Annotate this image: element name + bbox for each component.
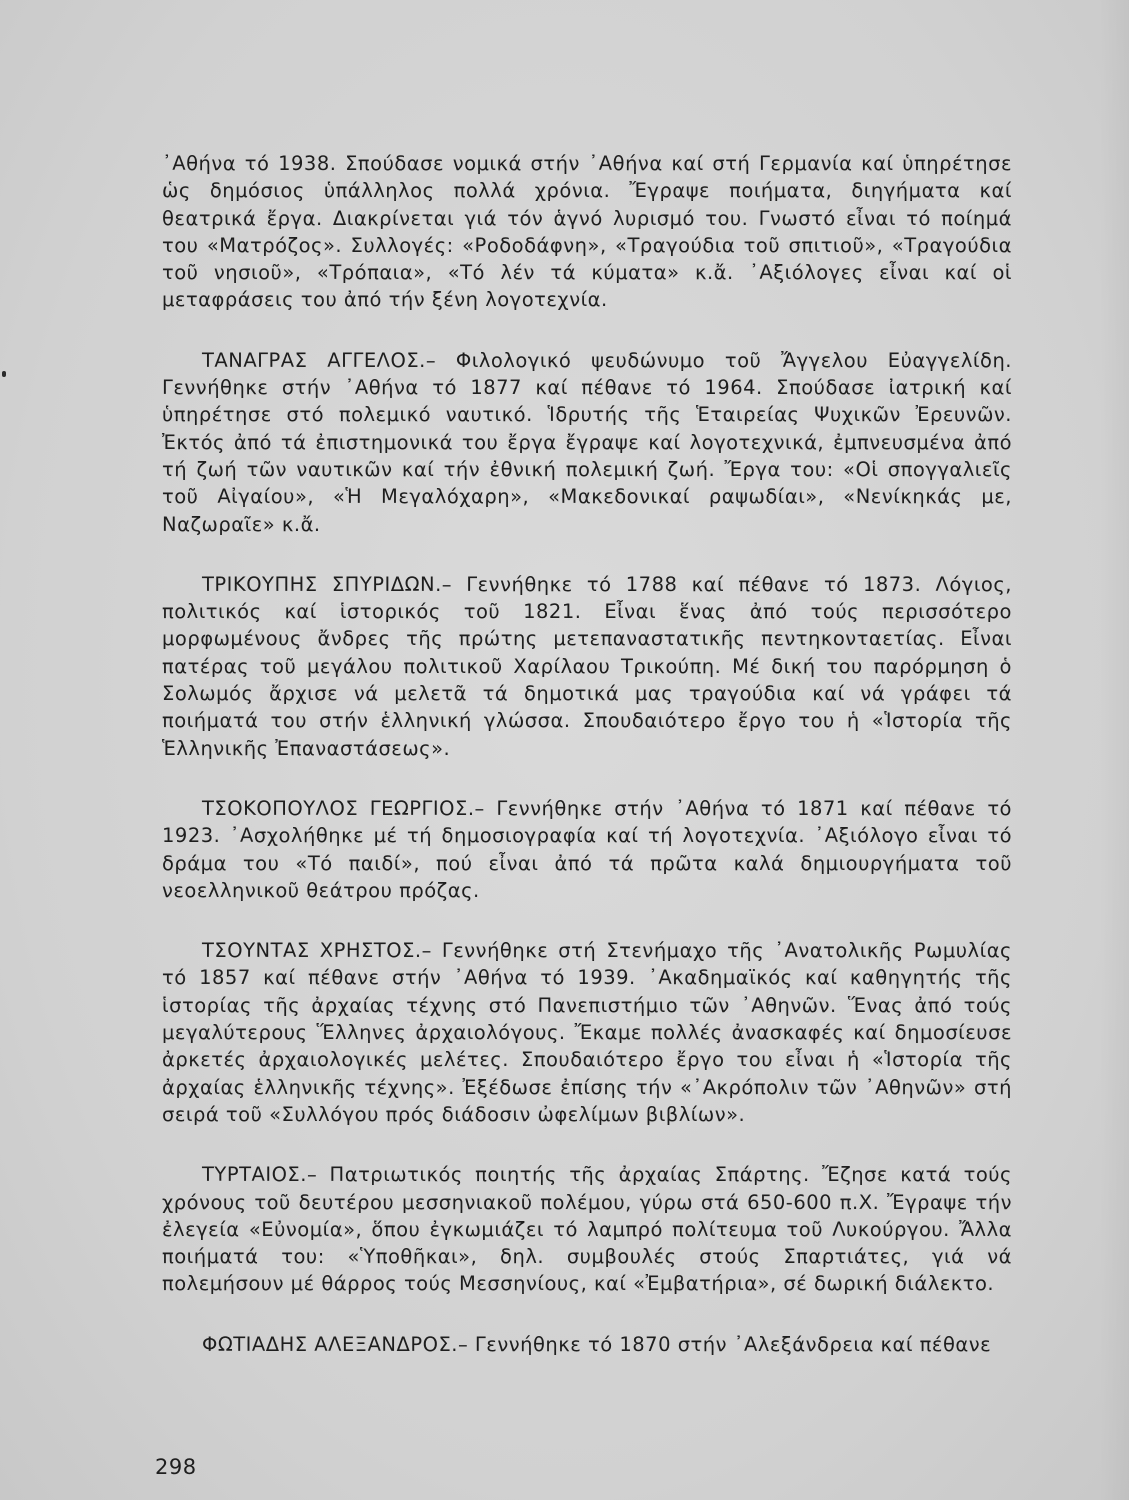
entry-tsokopoulos-georgios: ΤΣΟΚΟΠΟΥΛΟΣ ΓΕΩΡΓΙΟΣ.– Γεννήθηκε στήν ᾿Αθήνα τό 1871 καί πέθανε τό 1923. ᾿Ασχολήθηκε μέ τή δημοσιογραφία καί τή λογοτεχνία. ᾿Αξιόλογο εἶναι τό δράμα του «Τό παιδί», πού εἶναι ἀπό τά πρῶτα καλά δημιουργήματα τοῦ νεοελληνικοῦ θεάτρου πρόζας. [162, 796, 1012, 902]
margin-mark [2, 371, 6, 377]
entry-fotiadis-alexandros: ΦΩΤΙΑΔΗΣ ΑΛΕΞΑΝΔΡΟΣ.– Γεννήθηκε τό 1870 στήν ᾿Αλεξάνδρεια καί πέθανε [202, 1332, 992, 1356]
page-edge-shadow [1099, 0, 1129, 1500]
text-body [162, 150, 1012, 1391]
entry-trikoupis-spyridon: ΤΡΙΚΟΥΠΗΣ ΣΠΥΡΙΔΩΝ.– Γεννήθηκε τό 1788 καί πέθανε τό 1873. Λόγιος, πολιτικός καί ἱστορικός τοῦ 1821. Εἶναι ἕνας ἀπό τούς περισσότερο μορφωμένους ἄνδρες τῆς πρώτης μετεπαναστατικῆς πεντηκονταετίας. Εἶναι πατέρας τοῦ μεγάλου πολιτικοῦ Χαρίλαου Τρικούπη. Μέ δική του παρόρμηση ὁ Σολωμός ἄρχισε νά μελετᾶ τά δημοτικά μας τραγούδια καί νά γράφει τά ποιήματά του στήν ἑλληνική γλώσσα. Σπουδαιότερο ἔργο του ἡ «Ἱστορία τῆς Ἑλληνικῆς Ἐπαναστάσεως». [162, 572, 1012, 760]
page-number: 298 [155, 1455, 197, 1479]
entry-continued-biography: ᾿Αθήνα τό 1938. Σπούδασε νομικά στήν ᾿Αθήνα καί στή Γερμανία καί ὑπηρέτησε ὡς δημόσιος ὑπάλληλος πολλά χρόνια. Ἔγραψε ποιήματα, διηγήματα καί θεατρικά ἔργα. Διακρίνεται γιά τόν ἁγνό λυρισμό του. Γνωστό εἶναι τό ποίημά του «Ματρόζος». Συλλογές: «Ροδοδάφνη», «Τραγούδια τοῦ σπιτιοῦ», «Τραγούδια τοῦ νησιοῦ», «Τρόπαια», «Τό λέν τά κύματα» κ.ἄ. ᾿Αξιόλογες εἶναι καί οἱ μεταφράσεις του ἀπό τήν ξένη λογοτεχνία. [162, 152, 1012, 312]
entry-tsountas-christos: ΤΣΟΥΝΤΑΣ ΧΡΗΣΤΟΣ.– Γεννήθηκε στή Στενήμαχο τῆς ᾿Ανατολικῆς Ρωμυλίας τό 1857 καί πέθανε στήν ᾿Αθήνα τό 1939. ᾿Ακαδημαϊκός καί καθηγητής τῆς ἱστορίας τῆς ἀρχαίας τέχνης στό Πανεπιστήμιο τῶν ᾿Αθηνῶν. Ἕνας ἀπό τούς μεγαλύτερους Ἕλληνες ἀρχαιολόγους. Ἔκαμε πολλές ἀνασκαφές καί δημοσίευσε ἀρκετές ἀρχαιολογικές μελέτες. Σπουδαιότερο ἔργο του εἶναι ἡ «Ἱστορία τῆς ἀρχαίας ἑλληνικῆς τέχνης». Ἐξέδωσε ἐπίσης τήν «᾿Ακρόπολιν τῶν ᾿Αθηνῶν» στή σειρά τοῦ «Συλλόγου πρός διάδοσιν ὠφελίμων βιβλίων». [162, 939, 1012, 1126]
entry-tanagras-angelos: ΤΑΝΑΓΡΑΣ ΑΓΓΕΛΟΣ.– Φιλολογικό ψευδώνυμο τοῦ Ἄγγελου Εὐαγγελίδη. Γεννήθηκε στήν ᾿Αθήνα τό 1877 καί πέθανε τό 1964. Σπούδασε ἰατρική καί ὑπηρέτησε στό πολεμικό ναυτικό. Ἱδρυτής τῆς Ἑταιρείας Ψυχικῶν Ἐρευνῶν. Ἐκτός ἀπό τά ἐπιστημονικά του ἔργα ἔγραψε καί λογοτεχνικά, ἐμπνευσμένα ἀπό τή ζωή τῶν ναυτικῶν καί τήν ἐθνική πολεμική ζωή. Ἔργα του: «Οἱ σπογγαλιεῖς τοῦ Αἰγαίου», «Ἡ Μεγαλόχαρη», «Μακεδονικαί ραψωδίαι», «Νενίκηκάς με, Ναζωραῖε» κ.ἄ. [162, 348, 1012, 536]
entry-tyrtaios: ΤΥΡΤΑΙΟΣ.– Πατριωτικός ποιητής τῆς ἀρχαίας Σπάρτης. Ἔζησε κατά τούς χρόνους τοῦ δευτέρου μεσσηνιακοῦ πολέμου, γύρω στά 650-600 π.Χ. Ἔγραψε τήν ἐλεγεία «Εὐνομία», ὅπου ἐγκωμιάζει τό λαμπρό πολίτευμα τοῦ Λυκούργου. Ἄλλα ποιήματά του: «Ὑποθῆκαι», δηλ. συμβουλές στούς Σπαρτιάτες, γιά νά πολεμήσουν μέ θάρρος τούς Μεσσηνίους, καί «Ἐμβατήρια», σέ δωρική διάλεκτο. [162, 1163, 1012, 1296]
